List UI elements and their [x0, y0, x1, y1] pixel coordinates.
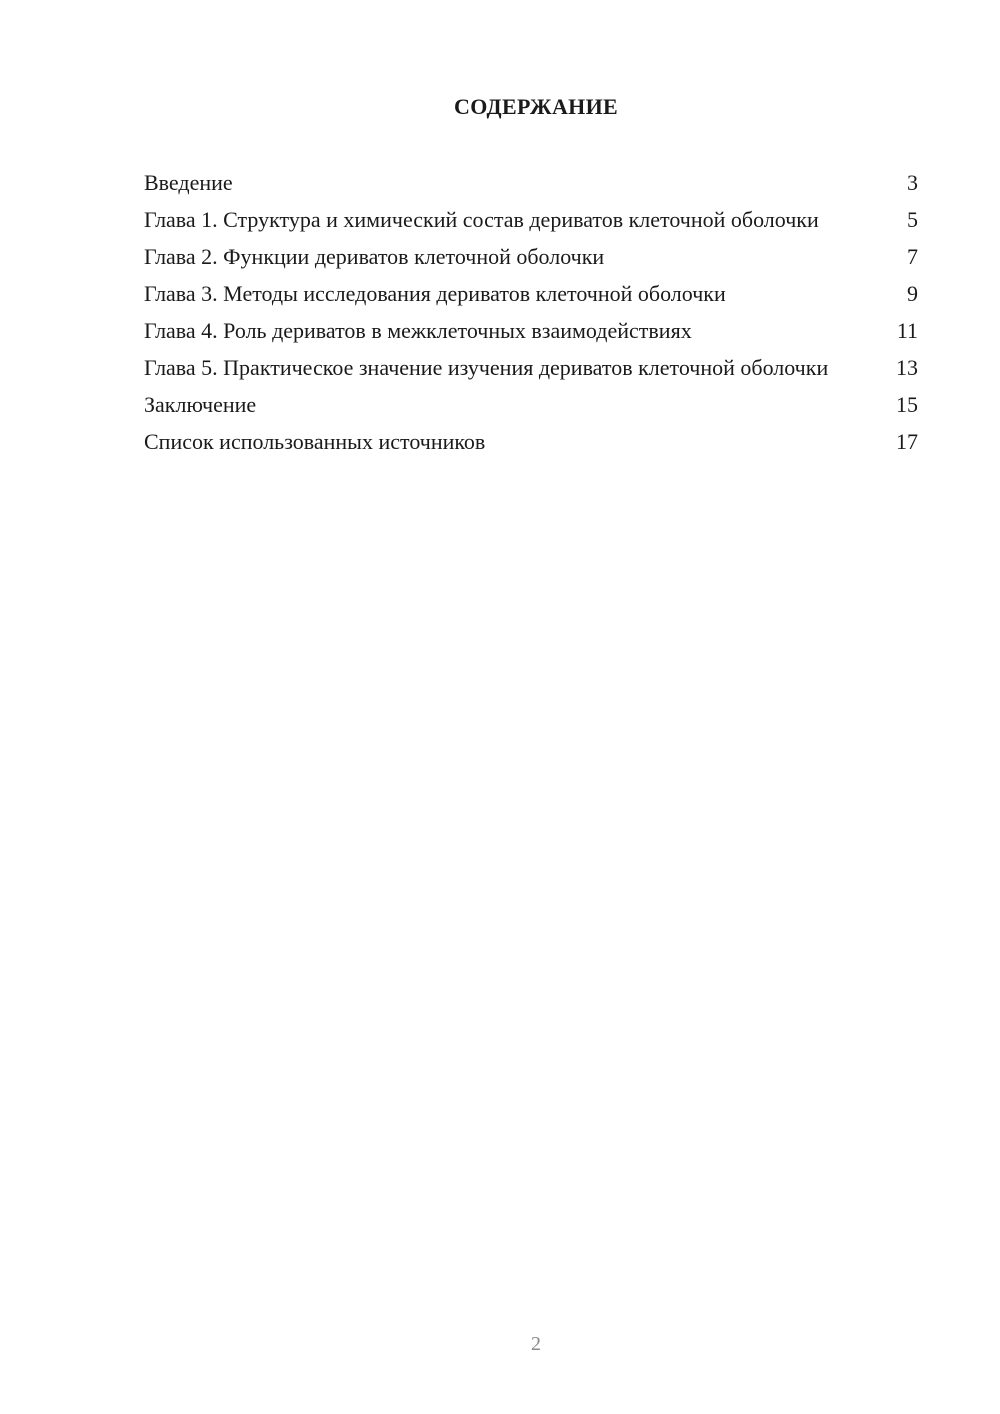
toc-entry-references — [144, 429, 918, 455]
toc-entry-label: Глава 4. Роль дериватов в межклеточных взаимодействиях — [144, 318, 692, 343]
toc-entry-page: 15 — [896, 392, 918, 417]
page-title: СОДЕРЖАНИЕ — [454, 94, 618, 119]
toc-entry-page: 11 — [896, 318, 918, 343]
toc-entry-chapter-1 — [144, 207, 918, 233]
toc-entry-conclusion — [144, 392, 918, 418]
toc-entry-page: 13 — [896, 355, 918, 380]
toc-entry-chapter-4 — [144, 318, 918, 344]
toc-entry-chapter-3 — [144, 281, 918, 307]
page-number: 2 — [531, 1333, 541, 1355]
toc-entry-page: 17 — [896, 429, 918, 454]
toc-entry-label: Введение — [144, 170, 233, 195]
toc-entry-page: 3 — [907, 170, 918, 195]
toc-entry-chapter-5 — [144, 355, 918, 381]
toc-entry-label: Глава 1. Структура и химический состав дериватов клеточной оболочки — [144, 207, 819, 232]
toc-entry-introduction — [144, 170, 918, 196]
toc-entry-label: Заключение — [144, 392, 257, 417]
toc-entry-page: 5 — [907, 207, 918, 232]
toc-entry-label: Глава 2. Функции дериватов клеточной оболочки — [144, 244, 605, 269]
toc-entry-page: 7 — [907, 244, 918, 269]
table-of-contents — [144, 170, 918, 466]
toc-entry-page: 9 — [907, 281, 918, 306]
toc-entry-label: Глава 3. Методы исследования дериватов клеточной оболочки — [144, 281, 726, 306]
toc-entry-label: Глава 5. Практическое значение изучения дериватов клеточной оболочки — [144, 355, 829, 380]
toc-entry-label: Список использованных источников — [144, 429, 486, 454]
toc-entry-chapter-2 — [144, 244, 918, 270]
